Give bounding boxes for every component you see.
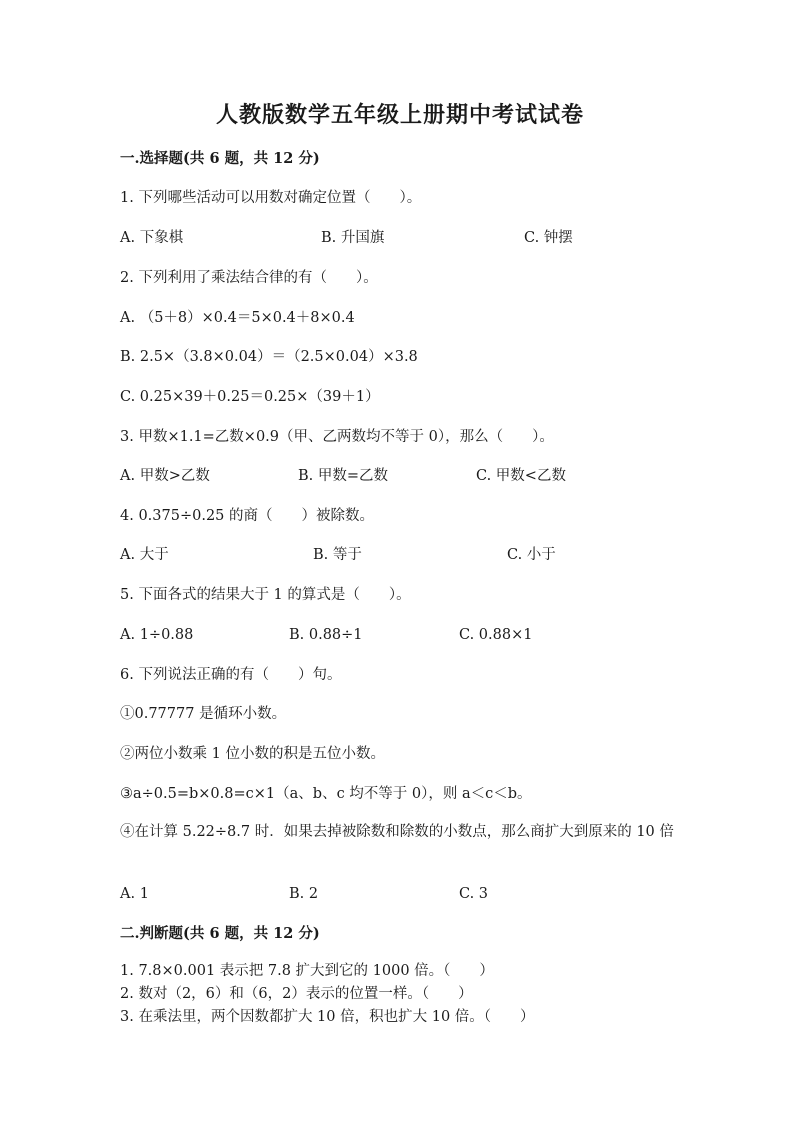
- question-5-stem: 5. 下面各式的结果大于 1 的算式是（ ）。: [120, 587, 411, 603]
- question-1-option-a: A. 下象棋: [120, 230, 184, 246]
- question-4-option-a: A. 大于: [120, 547, 169, 563]
- question-2-stem: 2. 下列利用了乘法结合律的有（ ）。: [120, 270, 378, 286]
- question-4-option-b: B. 等于: [313, 547, 362, 563]
- question-6-stem: 6. 下列说法正确的有（ ）句。: [120, 667, 342, 683]
- question-6-statement-3: ③a÷0.5=b×0.8=c×1（a、b、c 均不等于 0），则 a＜c＜b。: [120, 786, 532, 802]
- question-3-stem: 3. 甲数×1.1=乙数×0.9（甲、乙两数均不等于 0），那么（ ）。: [120, 429, 554, 445]
- question-6-option-b: B. 2: [289, 886, 319, 902]
- question-3-option-a: A. 甲数>乙数: [120, 468, 210, 484]
- question-6-statement-1: ①0.77777 是循环小数。: [120, 706, 287, 722]
- question-2-option-b: B. 2.5×（3.8×0.04）＝（2.5×0.04）×3.8: [120, 349, 418, 365]
- question-2-option-c: C. 0.25×39＋0.25＝0.25×（39＋1）: [120, 389, 380, 405]
- question-6-option-a: A. 1: [120, 886, 149, 902]
- question-1-option-c: C. 钟摆: [524, 230, 573, 246]
- question-5-option-a: A. 1÷0.88: [120, 627, 194, 643]
- section-heading-choice: 一.选择题(共 6 题，共 12 分): [120, 150, 320, 167]
- question-5-option-b: B. 0.88÷1: [289, 627, 363, 643]
- question-3-option-c: C. 甲数<乙数: [476, 468, 566, 484]
- section-heading-judgement: 二.判断题(共 6 题，共 12 分): [120, 925, 320, 942]
- question-2-option-a: A. （5＋8）×0.4＝5×0.4＋8×0.4: [120, 310, 355, 326]
- question-6-statement-2: ②两位小数乘 1 位小数的积是五位小数。: [120, 746, 385, 762]
- judgement-item-2: 2. 数对（2，6）和（6，2）表示的位置一样。（ ）: [120, 986, 473, 1002]
- question-6-statement-4: ④在计算 5.22÷8.7 时．如果去掉被除数和除数的小数点，那么商扩大到原来的 10 倍: [120, 824, 674, 840]
- question-5-option-c: C. 0.88×1: [459, 627, 533, 643]
- judgement-item-3: 3. 在乘法里，两个因数都扩大 10 倍，积也扩大 10 倍。（ ）: [120, 1009, 535, 1025]
- exam-title: 人教版数学五年级上册期中考试试卷: [215, 102, 584, 128]
- question-3-option-b: B. 甲数=乙数: [298, 468, 389, 484]
- question-4-option-c: C. 小于: [507, 547, 556, 563]
- question-6-option-c: C. 3: [459, 886, 489, 902]
- question-1-option-b: B. 升国旗: [321, 230, 385, 246]
- question-1-stem: 1. 下列哪些活动可以用数对确定位置（ ）。: [120, 190, 422, 206]
- judgement-item-1: 1. 7.8×0.001 表示把 7.8 扩大到它的 1000 倍。（ ）: [120, 963, 494, 979]
- question-4-stem: 4. 0.375÷0.25 的商（ ）被除数。: [120, 508, 374, 524]
